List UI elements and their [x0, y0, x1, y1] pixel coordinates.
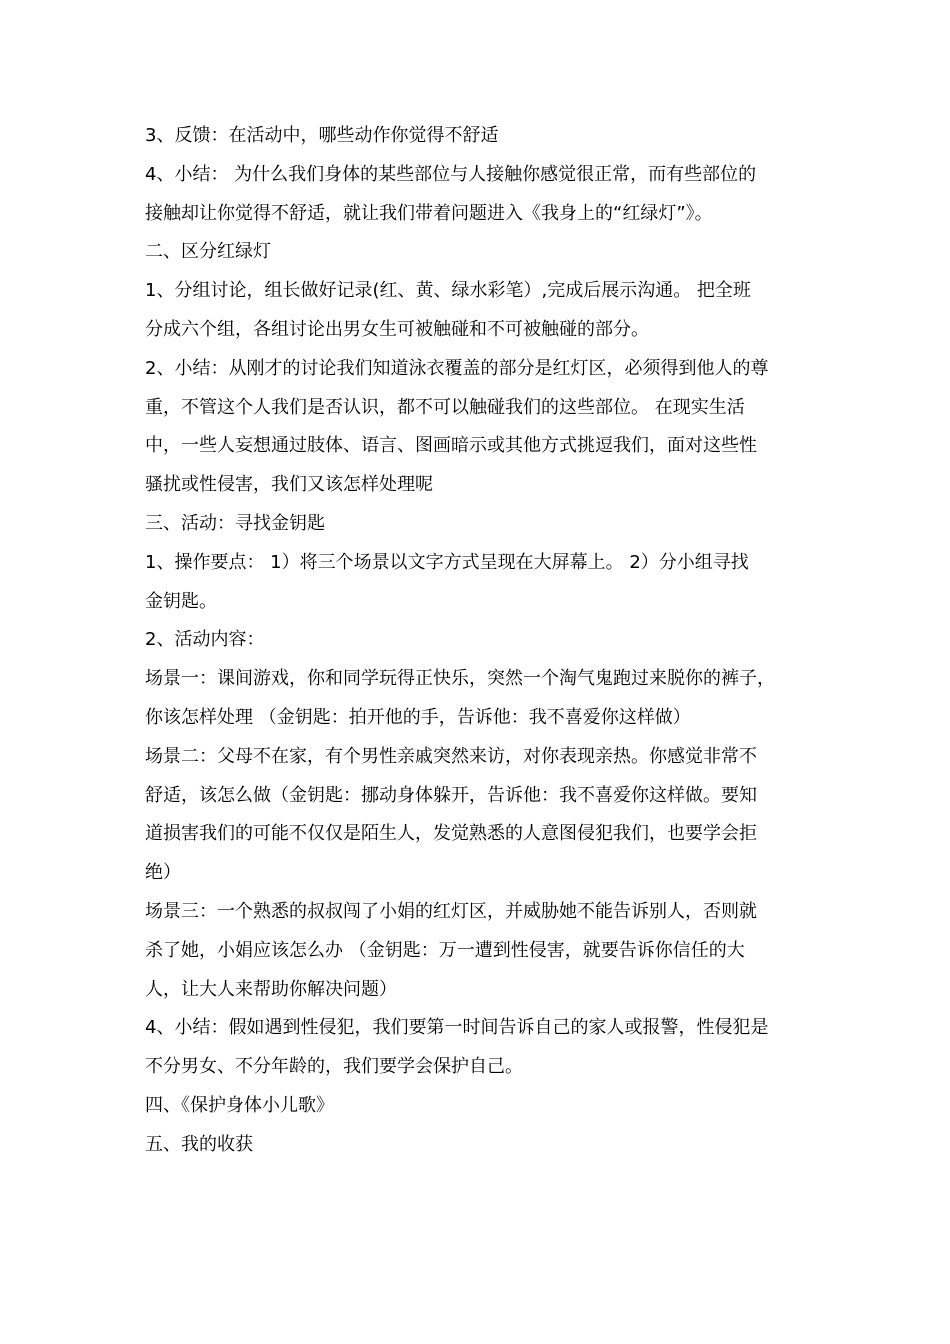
text-line-13: 金钥匙。	[145, 590, 217, 612]
scenario-2-line-3: 道损害我们的可能不仅仅是陌生人，发觉熟悉的人意图侵犯我们，也要学会拒	[145, 823, 757, 845]
scenario-3-line-3: 人，让大人来帮助你解决问题）	[145, 978, 397, 1000]
text-line-7: 2、小结：从刚才的讨论我们知道泳衣覆盖的部分是红灯区，必须得到他人的尊	[145, 357, 769, 379]
text-line-3: 接触却让你觉得不舒适，就让我们带着问题进入《我身上的“红绿灯”》。	[145, 202, 713, 224]
text-line-12: 1、操作要点： 1）将三个场景以文字方式呈现在大屏幕上。 2）分小组寻找	[145, 551, 749, 573]
text-line-2: 4、小结： 为什么我们身体的某些部位与人接触你感觉很正常，而有些部位的	[145, 163, 757, 185]
text-line-5: 1、分组讨论，组长做好记录(红、黄、绿水彩笔）,完成后展示沟通。 把全班	[145, 280, 751, 302]
text-line-1: 3、反馈：在活动中，哪些动作你觉得不舒适	[145, 125, 499, 146]
section-heading-4: 四、《保护身体小儿歌》	[145, 1094, 334, 1116]
text-line-25: 不分男女、不分年龄的，我们要学会保护自己。	[145, 1056, 523, 1078]
document-page	[145, 117, 810, 1165]
scenario-1-line-1: 场景一：课间游戏，你和同学玩得正快乐，突然一个淘气鬼跑过来脱你的裤子，	[145, 668, 775, 690]
text-line-8: 重，不管这个人我们是否认识，都不可以触碰我们的这些部位。 在现实生活	[145, 396, 745, 418]
text-line-24: 4、小结：假如遇到性侵犯，我们要第一时间告诉自己的家人或报警，性侵犯是	[145, 1017, 769, 1039]
scenario-2-line-4: 绝）	[145, 862, 181, 884]
scenario-1-line-2: 你该怎样处理 （金钥匙：拍开他的手，告诉他：我不喜爱你这样做）	[145, 706, 691, 728]
scenario-3-line-2: 杀了她，小娟应该怎么办 （金钥匙：万一遭到性侵害，就要告诉你信任的大	[145, 939, 745, 961]
section-heading-2: 二、区分红绿灯	[145, 241, 271, 263]
scenario-2-line-1: 场景二：父母不在家，有个男性亲戚突然来访，对你表现亲热。你感觉非常不	[145, 745, 757, 767]
section-heading-5: 五、我的收获	[145, 1133, 253, 1155]
scenario-3-line-1: 场景三：一个熟悉的叔叔闯了小娟的红灯区，并威胁她不能告诉别人，否则就	[145, 900, 757, 922]
text-line-9: 中，一些人妄想通过肢体、语言、图画暗示或其他方式挑逗我们，面对这些性	[145, 435, 757, 457]
section-heading-3: 三、活动：寻找金钥匙	[145, 512, 325, 534]
text-line-14: 2、活动内容：	[145, 629, 265, 651]
text-line-10: 骚扰或性侵害，我们又该怎样处理呢	[145, 474, 433, 496]
text-line-6: 分成六个组，各组讨论出男女生可被触碰和不可被触碰的部分。	[145, 318, 649, 340]
scenario-2-line-2: 舒适，该怎么做（金钥匙：挪动身体躲开，告诉他：我不喜爱你这样做。要知	[145, 784, 757, 806]
